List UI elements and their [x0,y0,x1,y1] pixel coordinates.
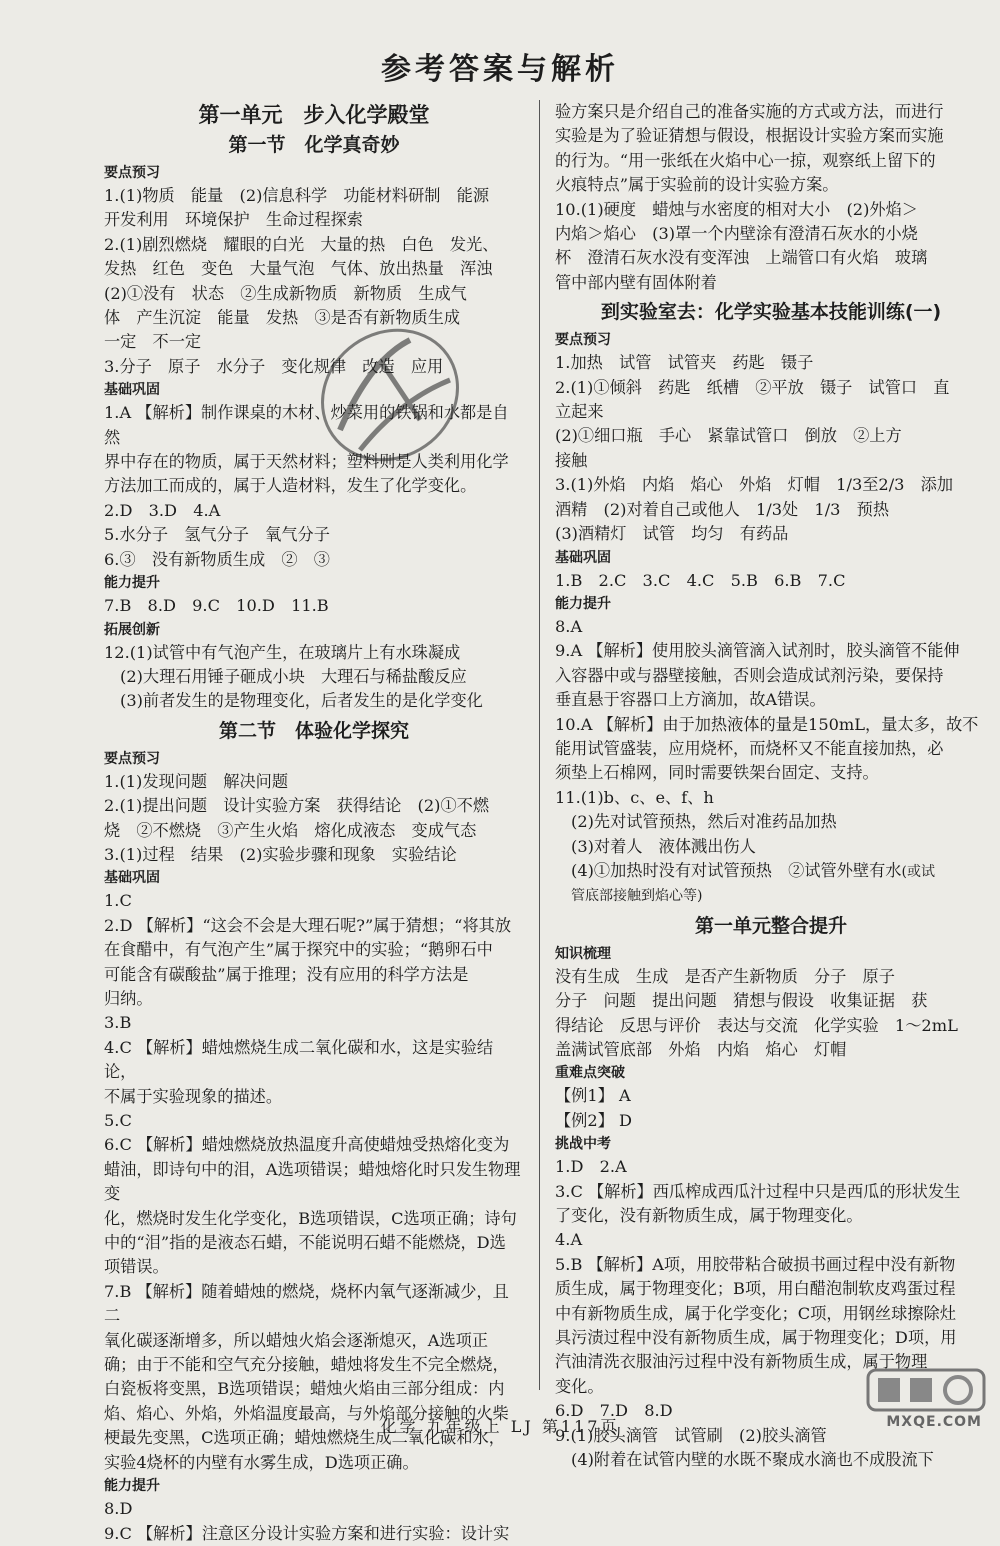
answer-line: 氧化碳逐渐增多，所以蜡烛火焰会逐渐熄灭，A选项正 [104,1330,489,1350]
answer-line: 开发利用 环境保护 生命过程探索 [104,210,363,230]
answer-line: 中有新物质生成，属于化学变化；C项，用钢丝球擦除灶 [555,1303,956,1323]
answer-line: 体 产生沉淀 能量 发热 ③是否有新物质生成 [104,308,461,328]
answer-line: 10.(1)硬度 蜡烛与水密度的相对大小 (2)外焰＞ [555,199,918,219]
answer-line: (3)前者发生的是物理变化，后者发生的是化学变化 [120,691,483,711]
watermark-stamp-icon [300,300,480,480]
answer-line: 在食醋中，有气泡产生”属于探究中的实验；“鹅卵石中 [104,940,493,960]
page-title: 参考答案与解析 [381,52,619,87]
lab-section-title: 到实验室去：化学实验基本技能训练(一) [600,301,942,324]
subheading: 要点预习 [555,332,611,349]
column-divider [539,100,540,1390]
answer-line: 焰、焰心、外焰，外焰温度最高，与外焰部分接触的火柴 [104,1403,509,1423]
answer-line: 火痕特点”属于实验前的设计实验方案。 [555,175,839,195]
answer-line: 7.B 【解析】随着蜡烛的燃烧，烧杯内氧气逐渐减少，且二 [104,1281,509,1326]
answer-line: 6.D 7.D 8.D [555,1401,673,1421]
subheading: 能力提升 [104,575,160,592]
answer-line: 2.D 3.D 4.A [104,500,221,520]
subheading: 要点预习 [104,165,160,181]
subheading: 基础巩固 [104,870,160,887]
answer-line: 2.(1)提出问题 设计实验方案 获得结论 (2)①不燃 [104,796,490,816]
answer-line: 管底部接触到焰心等) [571,888,703,905]
answer-line: 验方案只是介绍自己的准备实施的方式或方法，而进行 [555,102,944,121]
answer-line: 化，燃烧时发生化学变化，B选项错误，C选项正确；诗句 [104,1208,517,1228]
subheading: 基础巩固 [104,382,160,399]
answer-line: 一定 不一定 [104,332,202,352]
answer-line: 的行为。“用一张纸在火焰中心一掠，观察纸上留下的 [555,150,936,170]
answer-line: 9.C 【解析】注意区分设计实验方案和进行实验：设计实 [104,1523,510,1543]
answer-line: 【例1】 A [555,1086,631,1106]
answer-line: 3.C 【解析】西瓜榨成西瓜汁过程中只是西瓜的形状发生 [555,1181,961,1201]
answer-line: 8.A [555,616,583,636]
answer-line: 3.分子 原子 水分子 变化规律 改造 应用 [104,356,444,376]
subheading: 能力提升 [555,595,611,612]
section-title-2: 第二节 体验化学探究 [218,719,409,742]
answer-line: (2)①没有 状态 ②生成新物质 新物质 生成气 [104,283,467,303]
answer-line: 变化。 [555,1376,604,1396]
answer-line: (2)先对试管预热，然后对准药品加热 [571,812,837,832]
answer-line: 12.(1)试管中有气泡产生，在玻璃片上有水珠凝成 [104,642,461,662]
answer-line: 3.B [104,1013,132,1033]
answer-line: 酒精 (2)对着自己或他人 1/3处 1/3 预热 [555,499,890,519]
answer-line: 白瓷板将变黑，B选项错误；蜡烛火焰由三部分组成：内 [104,1379,505,1399]
answer-line: 3.(1)外焰 内焰 焰心 外焰 灯帽 1/3至2/3 添加 [555,475,954,495]
answer-line: (3)酒精灯 试管 均匀 有药品 [555,524,789,544]
subheading: 拓展创新 [104,621,160,638]
answer-line: 5.B 【解析】A项，用胶带粘合破损书画过程中没有新物 [555,1254,956,1274]
answer-line: 实验4烧杯的内壁有水雾生成，D选项正确。 [104,1452,419,1472]
subheading: 知识梳理 [555,945,611,962]
summary-section-title: 第一单元整合提升 [694,914,847,937]
answer-line: 1.B 2.C 3.C 4.C 5.B 6.B 7.C [555,570,846,590]
answer-line: 梗最先变黑，C选项正确；蜡烛燃烧生成二氧化碳和水， [104,1428,505,1448]
answer-line: 具污渍过程中没有新物质生成，属于物理变化；D项，用 [555,1328,957,1348]
answer-line: 2.(1)剧烈燃烧 耀眼的白光 大量的热 白色 发光、 [104,234,499,254]
answer-line: 1.C [104,891,132,911]
answer-line: 烧 ②不燃烧 ③产生火焰 熔化成液态 变成气态 [104,820,477,840]
answer-line: 1.(1)物质 能量 (2)信息科学 功能材料研制 能源 [104,186,490,205]
answer-line: 立起来 [555,402,604,422]
answer-line: 可能含有碳酸盐”属于推理；没有应用的科学方法是 [104,964,469,984]
unit-title: 第一单元 步入化学殿堂 [198,103,430,127]
answer-line: 发热 红色 变色 大量气泡 气体、放出热量 浑浊 [104,259,493,279]
answer-line: 1.加热 试管 试管夹 药匙 镊子 [555,353,814,373]
answer-line: 6.C 【解析】蜡烛燃烧放热温度升高使蜡烛受热熔化变为 [104,1135,510,1155]
answer-line: 中的“泪”指的是液态石蜡，不能说明石蜡不能燃烧，D选 [104,1233,506,1253]
answer-line: 2.(1)①倾斜 药匙 纸槽 ②平放 镊子 试管口 直 [555,377,950,397]
answer-line: 蜡油，即诗句中的泪，A选项错误；蜡烛熔化时只发生物理变 [104,1159,521,1204]
answer-line: 质生成，属于物理变化；B项，用白醋泡制软皮鸡蛋过程 [555,1279,956,1299]
answer-line: (4)附着在试管内壁的水既不聚成水滴也不成股流下 [571,1450,934,1470]
answer-line: 得结论 反思与评价 表达与交流 化学实验 1～2mL [555,1015,958,1035]
answer-line: 项错误。 [104,1257,169,1277]
answer-line: 5.C [104,1111,132,1130]
answer-line: (2)①细口瓶 手心 紧靠试管口 倒放 ②上方 [555,426,902,446]
answer-line: 确；由于不能和空气充分接触，蜡烛将发生不完全燃烧， [104,1355,509,1375]
answer-line: 2.D 【解析】“这会不会是大理石呢?”属于猜想；“将其放 [104,915,512,935]
subheading: 挑战中考 [555,1136,611,1153]
answer-line: 11.(1)b、c、e、f、h [555,787,714,807]
answer-line: 1.D 2.A [555,1157,627,1177]
answer-line: 9.(1)胶头滴管 试管刷 (2)胶头滴管 [555,1425,827,1445]
answer-line: 1.A 【解析】制作课桌的木材、炒菜用的铁锅和水都是自然 [104,403,509,447]
answer-line: 入容器中或与器壁接触，否则会造成试剂污染，要保持 [555,665,944,685]
answer-line: 管中部内壁有固体附着 [555,272,717,292]
answer-line: 内焰＞焰心 (3)罩一个内壁涂有澄清石灰水的小烧 [555,224,918,244]
answer-line: 接触 [555,450,588,470]
answer-line: 4.C 【解析】蜡烛燃烧生成二氧化碳和水，这是实验结论， [104,1037,494,1082]
answer-line: 须垫上石棉网，同时需要铁架台固定、支持。 [555,763,879,783]
answer-line: 没有生成 生成 是否产生新物质 分子 原子 [555,966,895,986]
answer-line: 能用试管盛装，应用烧杯，而烧杯又不能直接加热，必 [555,738,944,758]
answer-note: (或试 [901,863,935,880]
answer-line: 8.D [104,1499,133,1519]
subheading: 能力提升 [104,1478,160,1495]
answer-line: 不属于实验现象的描述。 [104,1086,283,1106]
answer-line: 归纳。 [104,988,153,1008]
answer-line: 了变化，没有新物质生成，属于物理变化。 [555,1206,863,1226]
answer-line: 分子 问题 提出问题 猜想与假设 收集证据 获 [555,991,928,1011]
section-title-1: 第一节 化学真奇妙 [228,134,400,156]
subheading: 要点预习 [104,750,160,767]
answer-line: 实验是为了验证猜想与假设，根据设计实验方案而实施 [555,126,944,146]
right-column [555,100,987,1473]
subheading: 基础巩固 [555,549,611,566]
answer-line: 界中存在的物质，属于天然材料；塑料则是人类利用化学 [104,452,509,472]
watermark-logo-icon [866,1368,986,1412]
subheading: 重难点突破 [555,1065,625,1082]
answer-line: 【例2】 D [555,1110,632,1130]
answer-line: (2)大理石用锤子砸成小块 大理石与稀盐酸反应 [120,666,467,686]
answer-line: 方法加工而成的，属于人造材料，发生了化学变化。 [104,476,477,496]
answer-line: 汽油清洗衣服油污过程中没有新物质生成，属于物理 [555,1352,928,1372]
answer-line: 杯 澄清石灰水没有变浑浊 上端管口有火焰 玻璃 [555,248,928,268]
answer-line: 3.(1)过程 结果 (2)实验步骤和现象 实验结论 [104,844,457,864]
page-footer: 化学 九年级上 LJ 第117页 [380,1417,620,1436]
answer-text: (4)①加热时没有对试管预热 ②试管外壁有水 [571,860,902,880]
answer-line: 7.B 8.D 9.C 10.D 11.B [104,596,329,616]
answer-line: 9.A 【解析】使用胶头滴管滴入试剂时，胶头滴管不能伸 [555,641,960,661]
answer-line: 盖满试管底部 外焰 内焰 焰心 灯帽 [555,1040,847,1059]
answer-line: 4.A [555,1230,583,1250]
answer-line: 5.水分子 氢气分子 氧气分子 [104,525,330,545]
answer-line: (3)对着人 液体溅出伤人 [571,836,756,856]
answer-line: 1.(1)发现问题 解决问题 [104,771,289,791]
answer-line: 垂直悬于容器口上方滴加，故A错误。 [555,690,826,710]
watermark-text: MXQE.COM [886,1414,982,1430]
answer-line: 10.A 【解析】由于加热液体的量是150mL，量太多，故不 [555,714,979,734]
answer-line [555,859,987,884]
answer-line: 6.③ 没有新物质生成 ② ③ [104,549,330,569]
